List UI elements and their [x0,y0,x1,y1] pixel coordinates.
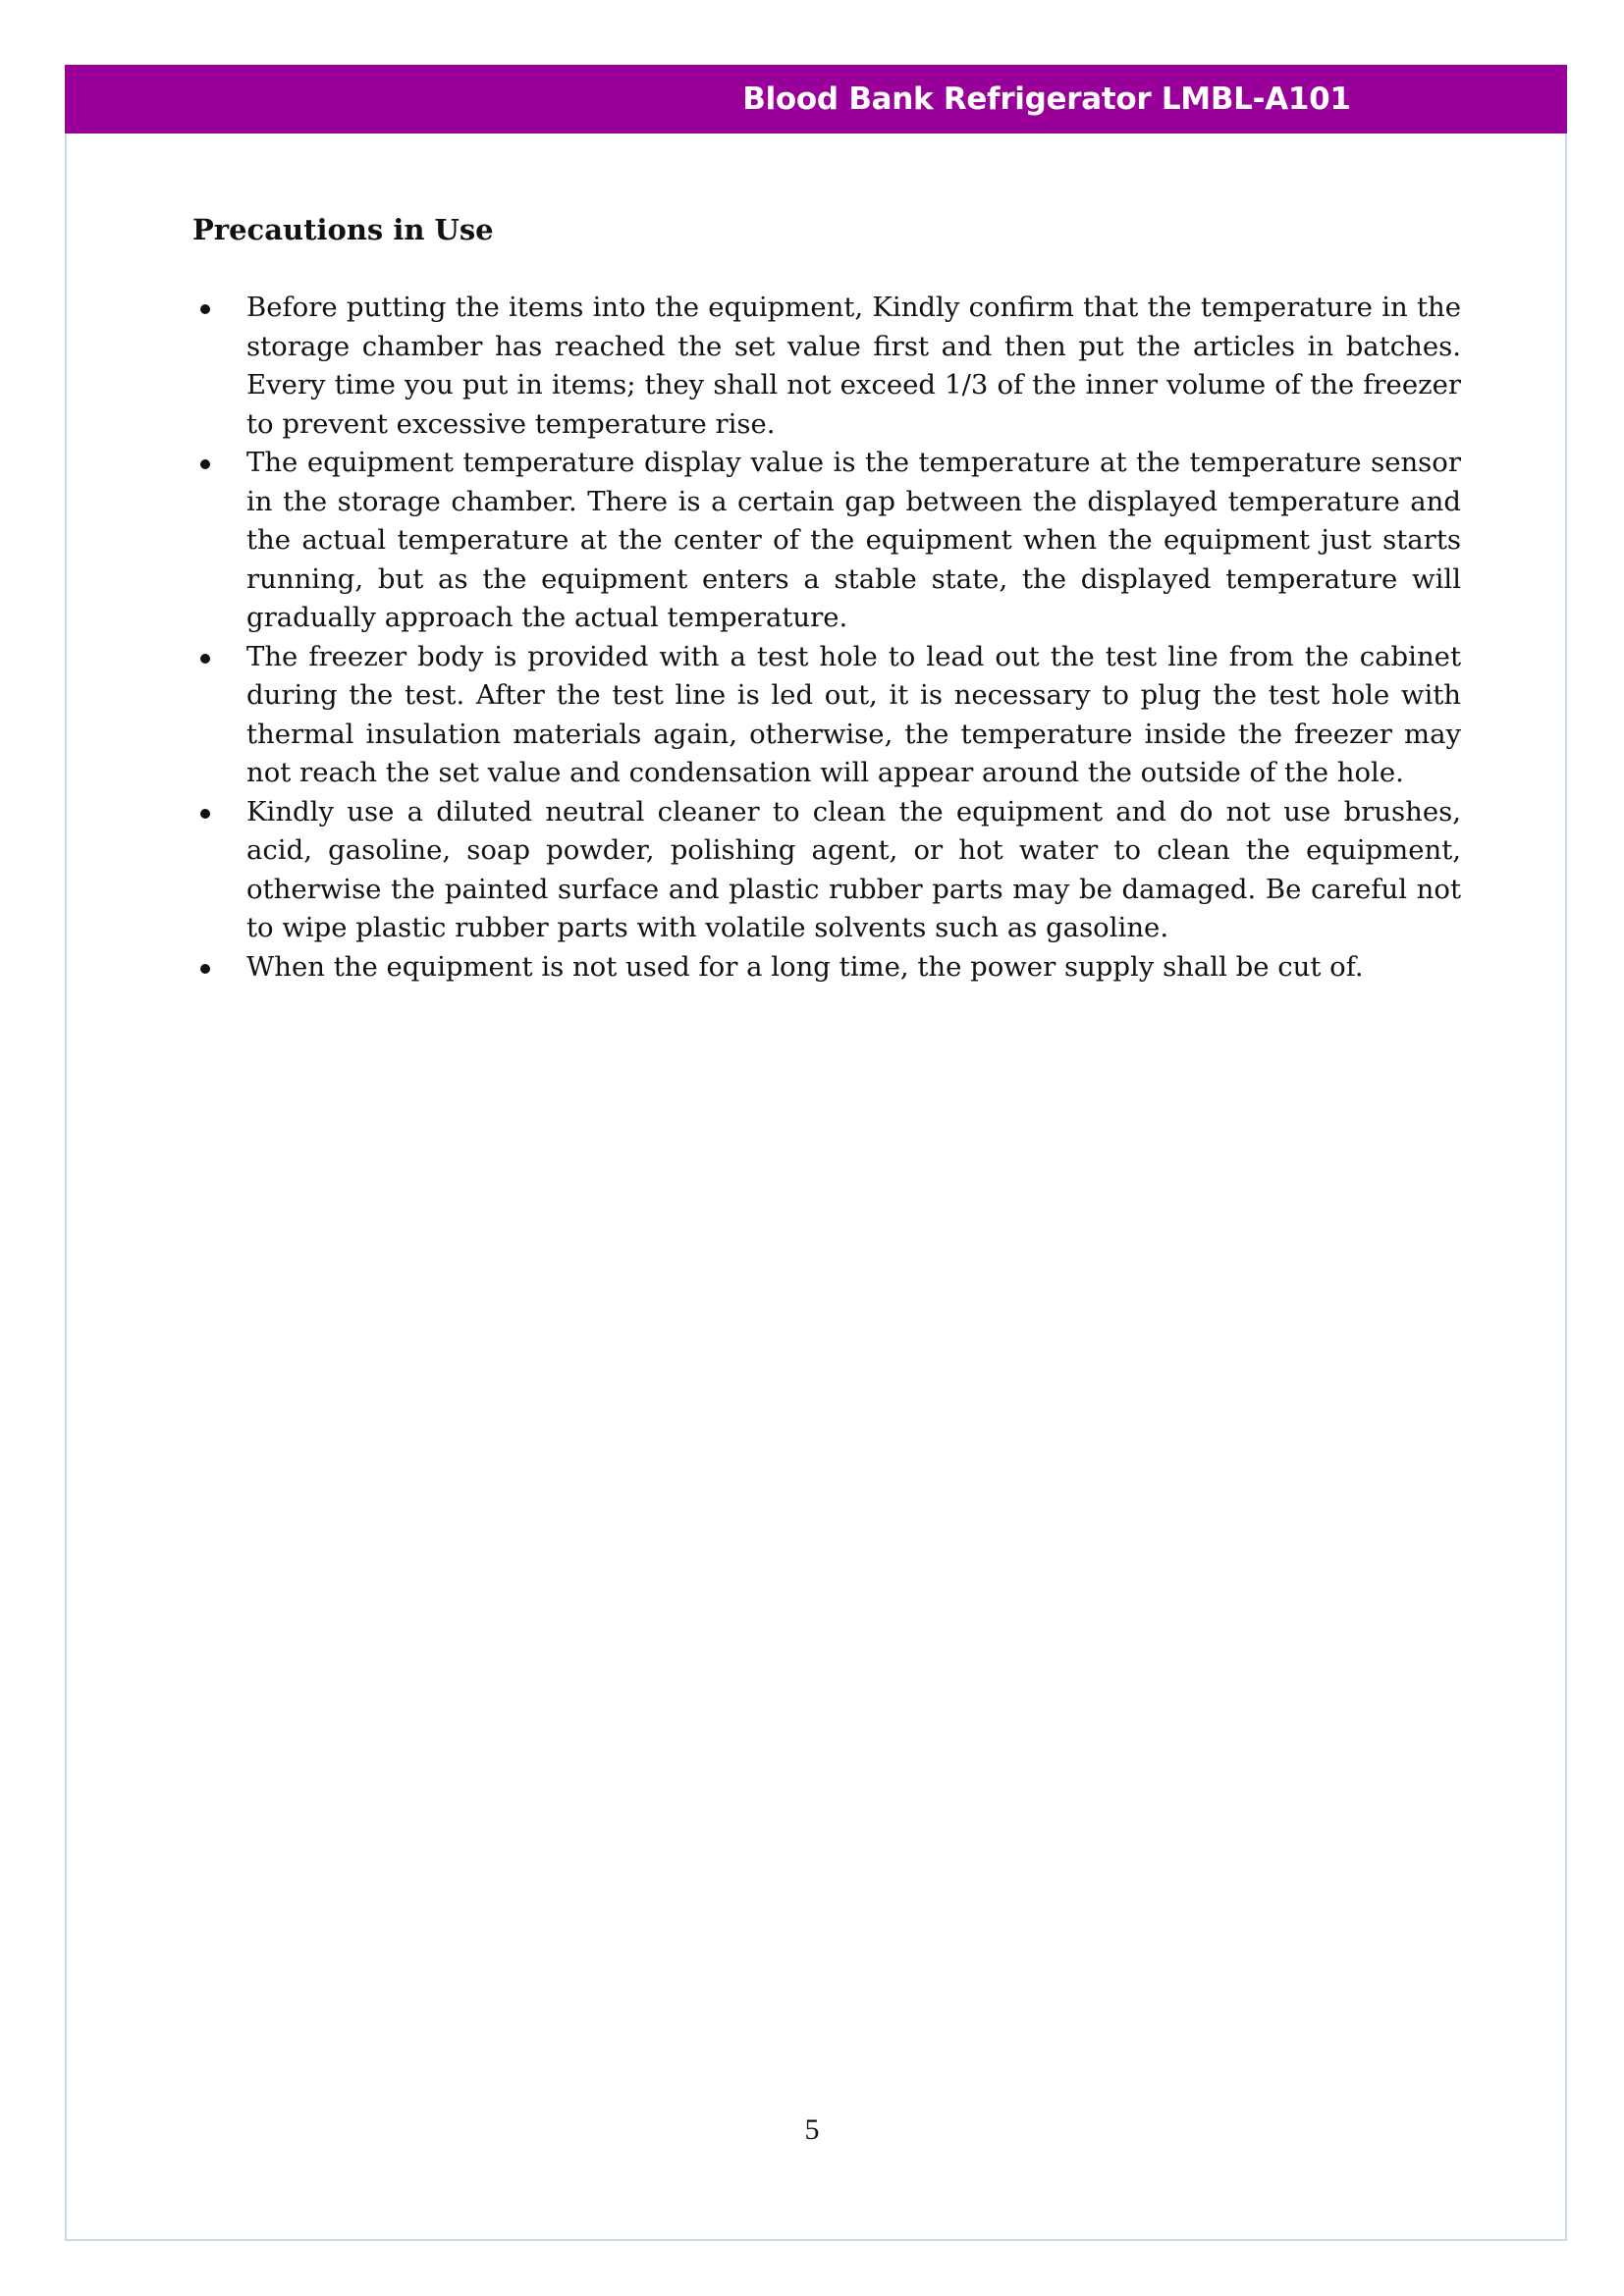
list-item-text: The freezer body is provided with a test hole to lead out the test line from the cabinet during the test. After the test line is led out, it is necessary to plug the test hole with thermal insulation materials again, otherwise, the temperature inside the freezer may not reach the set value and condensation will appear around the outside of the hole. [246,640,1461,788]
list-item [192,793,1461,948]
bullet-icon [200,809,210,819]
bullet-icon [200,964,210,974]
list-item-text: The equipment temperature display value is the temperature at the temperature sensor in the storage chamber. There is a certain gap between the displayed temperature and the actual temperature at the center of the equipment when the equipment just starts running, but as the equipment enters a stable state, the displayed temperature will gradually approach the actual temperature. [246,447,1461,633]
list-item [192,638,1461,793]
list-item [192,444,1461,638]
header-bar [65,65,1567,133]
bullet-icon [200,459,210,469]
list-item [192,289,1461,444]
bullet-icon [200,304,210,314]
list-item-text: When the equipment is not used for a long time, the power supply shall be cut of. [246,950,1364,983]
document-title: Blood Bank Refrigerator LMBL-A101 [742,81,1351,117]
bullet-icon [200,654,210,664]
section-heading: Precautions in Use [192,213,494,246]
list-item-text: Kindly use a diluted neutral cleaner to clean the equipment and do not use brushes, acid, gasoline, soap powder, polishing agent, or hot water to clean the equipment, otherwise the painted surface and plastic rubber parts may be damaged. Be careful not to wipe plastic rubber parts with volatile solvents such as gasoline. [246,795,1461,943]
precautions-list [192,289,1461,987]
page-number: 5 [804,2113,820,2146]
list-item [192,948,1461,988]
list-item-text: Before putting the items into the equipment, Kindly confirm that the temperature in the storage chamber has reached the set value first and then put the articles in batches. Every time you put in items; they shall not exceed 1/3 of the inner volume of the freezer to prevent excessive temperature rise. [246,292,1461,440]
